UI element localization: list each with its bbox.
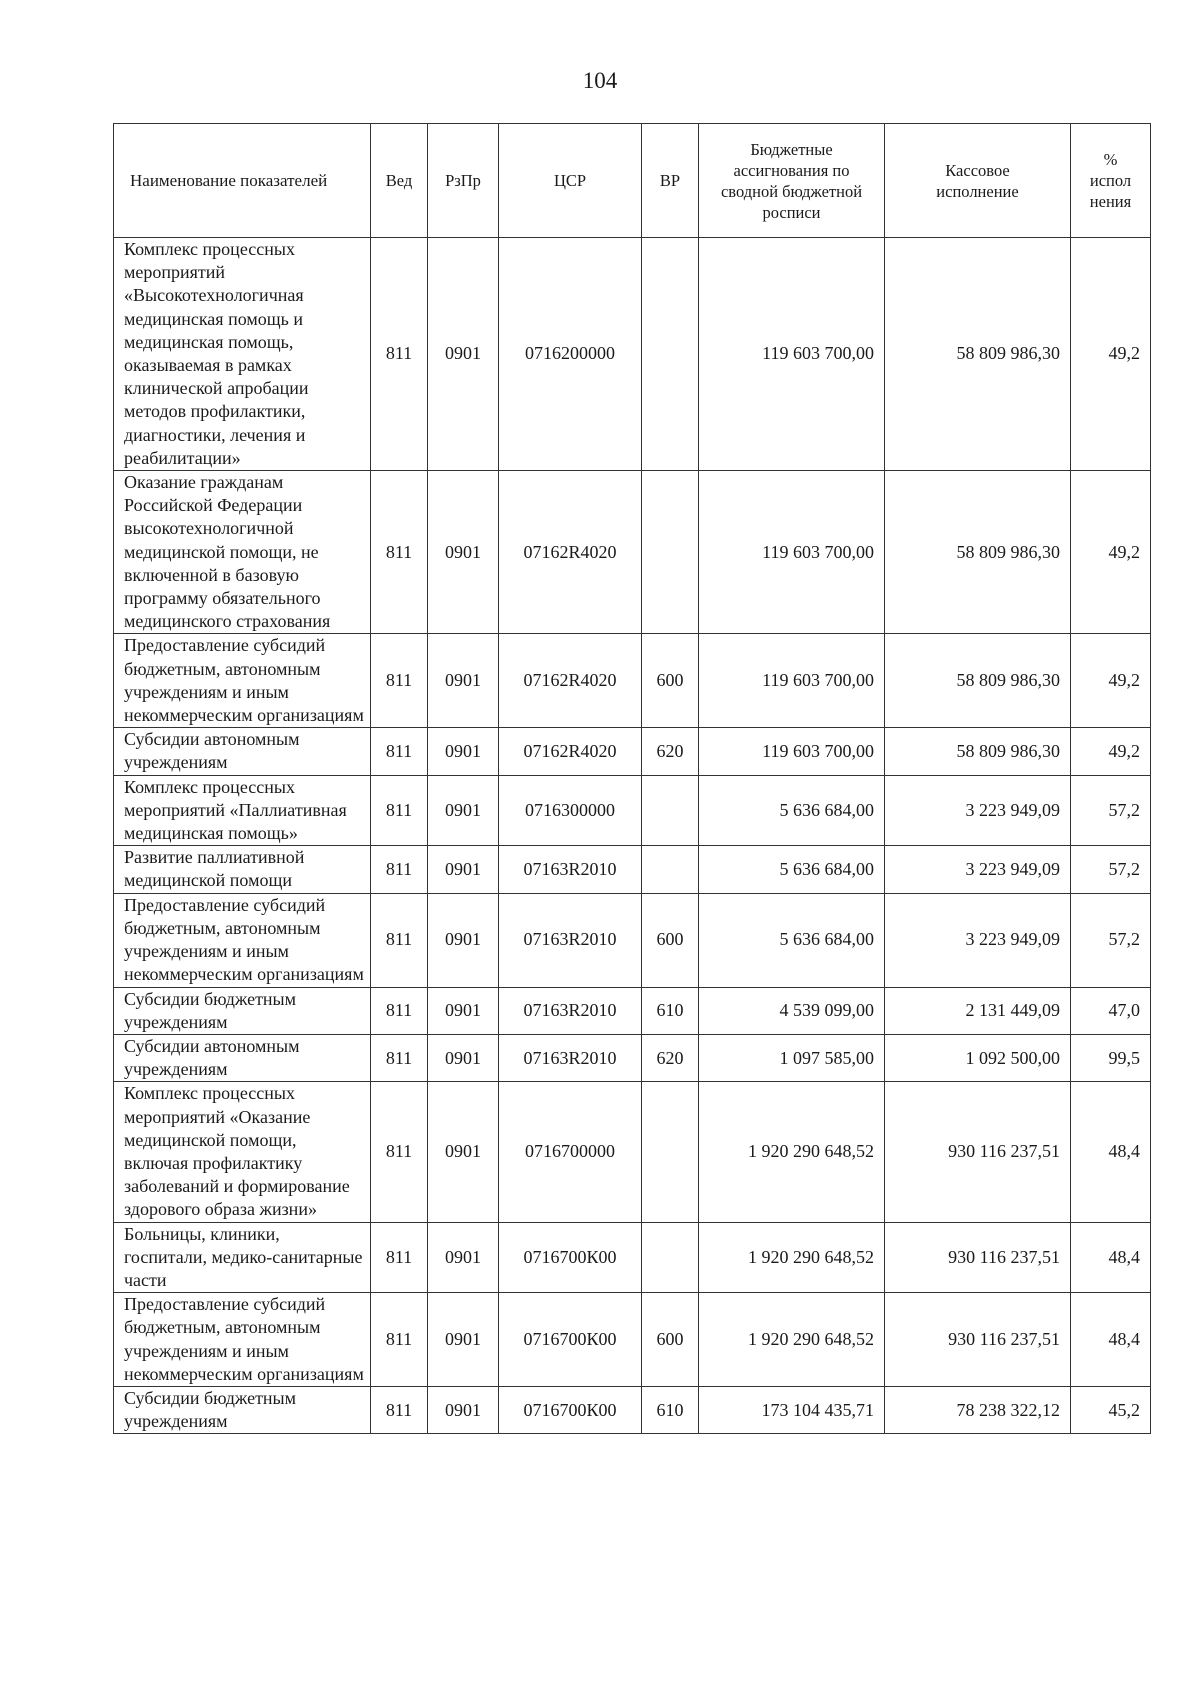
table-row xyxy=(114,1293,1151,1387)
row-percent-cell: 57,2 xyxy=(1071,775,1151,846)
table-row xyxy=(114,1034,1151,1081)
table-row xyxy=(114,471,1151,634)
table-row xyxy=(114,893,1151,987)
row-csr-cell: 07163R2010 xyxy=(499,987,642,1034)
row-name-cell: Предоставление субсидий бюджетным, автономным учреждениям и иным некоммерческим организациям xyxy=(114,893,371,987)
row-budget-cell: 5 636 684,00 xyxy=(699,846,885,893)
row-csr-cell: 07162R4020 xyxy=(499,634,642,728)
row-name-cell: Предоставление субсидий бюджетным, автономным учреждениям и иным некоммерческим организациям xyxy=(114,1293,371,1387)
row-budget-cell: 1 097 585,00 xyxy=(699,1034,885,1081)
row-name-cell: Субсидии автономным учреждениям xyxy=(114,1034,371,1081)
row-csr-cell: 0716700К00 xyxy=(499,1386,642,1433)
row-budget-cell: 119 603 700,00 xyxy=(699,471,885,634)
row-rzpr-cell: 0901 xyxy=(428,893,499,987)
header-ved: Вед xyxy=(371,124,428,238)
row-vr-cell: 610 xyxy=(642,1386,699,1433)
table-row xyxy=(114,1082,1151,1222)
header-vr: ВР xyxy=(642,124,699,238)
row-budget-cell: 119 603 700,00 xyxy=(699,634,885,728)
row-rzpr-cell: 0901 xyxy=(428,1082,499,1222)
header-percent xyxy=(1071,124,1151,238)
table-row xyxy=(114,728,1151,775)
row-cash-cell: 930 116 237,51 xyxy=(885,1082,1071,1222)
header-rzpr: РзПр xyxy=(428,124,499,238)
row-cash-cell: 3 223 949,09 xyxy=(885,775,1071,846)
row-percent-cell: 45,2 xyxy=(1071,1386,1151,1433)
row-percent-cell: 48,4 xyxy=(1071,1222,1151,1293)
row-name-cell: Оказание гражданам Российской Федерации высокотехнологичной медицинской помощи, не включенной в базовую программу обязательного медицинского страхования xyxy=(114,471,371,634)
header-name: Наименование показателей xyxy=(114,124,371,238)
row-rzpr-cell: 0901 xyxy=(428,1386,499,1433)
table-body xyxy=(114,238,1151,1434)
row-budget-cell: 1 920 290 648,52 xyxy=(699,1293,885,1387)
row-vr-cell xyxy=(642,238,699,471)
row-cash-cell: 58 809 986,30 xyxy=(885,634,1071,728)
row-vr-cell xyxy=(642,1222,699,1293)
row-name-cell: Развитие паллиативной медицинской помощи xyxy=(114,846,371,893)
row-name-cell: Комплекс процессных мероприятий «Оказание медицинской помощи, включая профилактику заболеваний и формирование здорового образа жизни» xyxy=(114,1082,371,1222)
row-csr-cell: 07163R2010 xyxy=(499,1034,642,1081)
row-cash-cell: 3 223 949,09 xyxy=(885,893,1071,987)
row-percent-cell: 57,2 xyxy=(1071,893,1151,987)
row-rzpr-cell: 0901 xyxy=(428,238,499,471)
header-cash-text: Кассовое исполнение xyxy=(936,160,1019,201)
row-vr-cell: 600 xyxy=(642,1293,699,1387)
row-cash-cell: 3 223 949,09 xyxy=(885,846,1071,893)
row-budget-cell: 1 920 290 648,52 xyxy=(699,1082,885,1222)
row-name-cell: Субсидии бюджетным учреждениям xyxy=(114,987,371,1034)
row-cash-cell: 930 116 237,51 xyxy=(885,1293,1071,1387)
row-budget-cell: 173 104 435,71 xyxy=(699,1386,885,1433)
row-vr-cell: 620 xyxy=(642,1034,699,1081)
row-vr-cell xyxy=(642,775,699,846)
budget-table xyxy=(113,123,1151,1434)
row-budget-cell: 4 539 099,00 xyxy=(699,987,885,1034)
row-csr-cell: 07163R2010 xyxy=(499,846,642,893)
header-percent-text: % испол нения xyxy=(1089,150,1132,211)
table-row xyxy=(114,846,1151,893)
header-cash xyxy=(885,124,1071,238)
row-percent-cell: 48,4 xyxy=(1071,1293,1151,1387)
row-name-cell: Предоставление субсидий бюджетным, автономным учреждениям и иным некоммерческим организациям xyxy=(114,634,371,728)
table-row xyxy=(114,987,1151,1034)
row-percent-cell: 99,5 xyxy=(1071,1034,1151,1081)
row-name-cell: Комплекс процессных мероприятий «Паллиативная медицинская помощь» xyxy=(114,775,371,846)
row-csr-cell: 0716700000 xyxy=(499,1082,642,1222)
row-budget-cell: 119 603 700,00 xyxy=(699,728,885,775)
row-ved-cell: 811 xyxy=(371,1034,428,1081)
row-budget-cell: 5 636 684,00 xyxy=(699,775,885,846)
row-vr-cell: 600 xyxy=(642,893,699,987)
row-vr-cell xyxy=(642,1082,699,1222)
row-ved-cell: 811 xyxy=(371,471,428,634)
row-csr-cell: 07162R4020 xyxy=(499,471,642,634)
row-rzpr-cell: 0901 xyxy=(428,846,499,893)
row-rzpr-cell: 0901 xyxy=(428,634,499,728)
row-ved-cell: 811 xyxy=(371,846,428,893)
row-name-cell: Субсидии бюджетным учреждениям xyxy=(114,1386,371,1433)
row-cash-cell: 58 809 986,30 xyxy=(885,471,1071,634)
row-name-cell: Комплекс процессных мероприятий «Высокотехнологичная медицинская помощь и медицинская помощь, оказываемая в рамках клинической апробации методов профилактики, диагностики, лечения и реабилитации» xyxy=(114,238,371,471)
table-row xyxy=(114,1222,1151,1293)
row-rzpr-cell: 0901 xyxy=(428,1034,499,1081)
row-ved-cell: 811 xyxy=(371,728,428,775)
row-percent-cell: 47,0 xyxy=(1071,987,1151,1034)
header-budget xyxy=(699,124,885,238)
row-budget-cell: 5 636 684,00 xyxy=(699,893,885,987)
row-percent-cell: 49,2 xyxy=(1071,728,1151,775)
row-budget-cell: 1 920 290 648,52 xyxy=(699,1222,885,1293)
header-budget-text: Бюджетные ассигнования по сводной бюджетной росписи xyxy=(720,139,863,222)
row-cash-cell: 58 809 986,30 xyxy=(885,728,1071,775)
page-number: 104 xyxy=(582,68,618,93)
row-vr-cell xyxy=(642,471,699,634)
row-ved-cell: 811 xyxy=(371,1082,428,1222)
row-csr-cell: 07162R4020 xyxy=(499,728,642,775)
table-row xyxy=(114,238,1151,471)
row-name-cell: Субсидии автономным учреждениям xyxy=(114,728,371,775)
row-rzpr-cell: 0901 xyxy=(428,728,499,775)
row-ved-cell: 811 xyxy=(371,1386,428,1433)
row-ved-cell: 811 xyxy=(371,634,428,728)
row-ved-cell: 811 xyxy=(371,893,428,987)
row-ved-cell: 811 xyxy=(371,1222,428,1293)
table-header-row xyxy=(114,124,1151,238)
row-ved-cell: 811 xyxy=(371,987,428,1034)
row-rzpr-cell: 0901 xyxy=(428,1293,499,1387)
row-name-cell: Больницы, клиники, госпитали, медико-санитарные части xyxy=(114,1222,371,1293)
row-cash-cell: 1 092 500,00 xyxy=(885,1034,1071,1081)
row-csr-cell: 0716300000 xyxy=(499,775,642,846)
table-row xyxy=(114,775,1151,846)
row-budget-cell: 119 603 700,00 xyxy=(699,238,885,471)
row-vr-cell: 600 xyxy=(642,634,699,728)
row-cash-cell: 58 809 986,30 xyxy=(885,238,1071,471)
row-cash-cell: 2 131 449,09 xyxy=(885,987,1071,1034)
row-cash-cell: 78 238 322,12 xyxy=(885,1386,1071,1433)
row-percent-cell: 49,2 xyxy=(1071,634,1151,728)
table-row xyxy=(114,1386,1151,1433)
row-csr-cell: 0716700К00 xyxy=(499,1222,642,1293)
table-row xyxy=(114,634,1151,728)
row-percent-cell: 49,2 xyxy=(1071,471,1151,634)
row-percent-cell: 57,2 xyxy=(1071,846,1151,893)
row-csr-cell: 0716200000 xyxy=(499,238,642,471)
row-ved-cell: 811 xyxy=(371,1293,428,1387)
row-vr-cell: 610 xyxy=(642,987,699,1034)
row-percent-cell: 48,4 xyxy=(1071,1082,1151,1222)
row-rzpr-cell: 0901 xyxy=(428,1222,499,1293)
row-csr-cell: 0716700К00 xyxy=(499,1293,642,1387)
row-percent-cell: 49,2 xyxy=(1071,238,1151,471)
row-ved-cell: 811 xyxy=(371,238,428,471)
row-csr-cell: 07163R2010 xyxy=(499,893,642,987)
row-vr-cell: 620 xyxy=(642,728,699,775)
row-rzpr-cell: 0901 xyxy=(428,775,499,846)
header-csr: ЦСР xyxy=(499,124,642,238)
row-vr-cell xyxy=(642,846,699,893)
row-ved-cell: 811 xyxy=(371,775,428,846)
row-cash-cell: 930 116 237,51 xyxy=(885,1222,1071,1293)
row-rzpr-cell: 0901 xyxy=(428,471,499,634)
row-rzpr-cell: 0901 xyxy=(428,987,499,1034)
